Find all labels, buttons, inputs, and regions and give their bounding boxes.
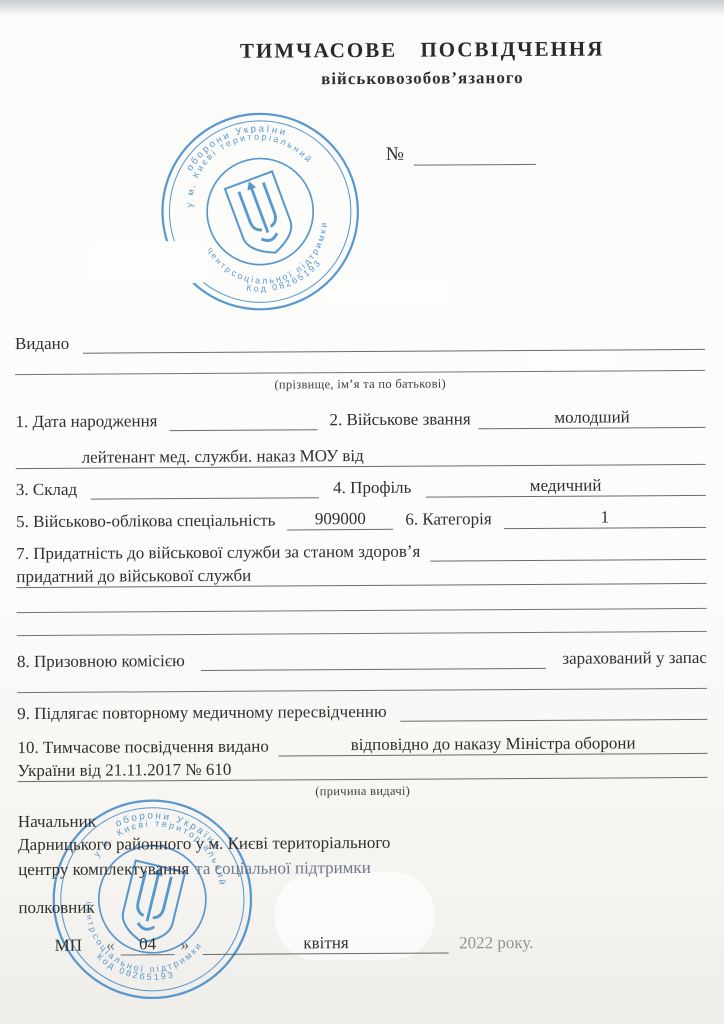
field-4-label: 4. Профіль bbox=[333, 478, 412, 498]
signer-org-row-2 bbox=[18, 856, 708, 880]
blank-line bbox=[17, 670, 707, 693]
field-8-row bbox=[17, 644, 707, 672]
signer-rank-row bbox=[18, 894, 708, 918]
field-10-value-continued: України від 21.11.2017 № 610 bbox=[18, 757, 708, 782]
document-subtitle: військовозобов’язаного bbox=[321, 68, 524, 89]
field-9-label: 9. Підлягає повторному медичному пересвідченню bbox=[17, 702, 387, 724]
field-6-label: 6. Категорія bbox=[405, 509, 492, 530]
quote-open: « bbox=[105, 935, 115, 956]
field-1-2-row bbox=[15, 404, 705, 432]
field-7-value: придатний до військової служби bbox=[16, 563, 706, 588]
signer-title-row bbox=[18, 808, 708, 832]
seal-mark-label: МП bbox=[54, 936, 83, 956]
field-2-value: молодший bbox=[479, 407, 706, 429]
field-10-continued-row bbox=[17, 754, 707, 782]
seal-date-row bbox=[55, 928, 709, 956]
date-day-value: 04 bbox=[120, 935, 174, 956]
field-5-6-row bbox=[16, 504, 706, 532]
field-3-blank-line bbox=[91, 497, 319, 499]
field-10-value: відповідно до наказу Міністра оборони bbox=[279, 733, 708, 756]
field-2-continued-row bbox=[16, 440, 706, 469]
field-9-blank-line bbox=[401, 719, 708, 722]
document-title: ТИМЧАСОВЕ ПОСВІДЧЕННЯ bbox=[239, 36, 605, 63]
field-4-value: медичний bbox=[425, 475, 706, 497]
signer-org-line2b: та соціальної підтримки bbox=[195, 858, 371, 879]
field-8-label: 8. Призовною комісією bbox=[16, 651, 185, 672]
whiteout-patch bbox=[327, 275, 449, 308]
issued-label: Видано bbox=[14, 334, 70, 354]
field-1-label: 1. Дата народження bbox=[15, 411, 158, 432]
reason-caption: (причина видачі) bbox=[315, 783, 411, 799]
signer-rank: полковник bbox=[18, 898, 95, 918]
field-9-row bbox=[17, 696, 707, 724]
field-3-label: 3. Склад bbox=[15, 480, 78, 500]
date-month-value: квітня bbox=[203, 933, 449, 955]
name-caption: (прізвище, ім’я та по батькові) bbox=[274, 376, 447, 392]
field-5-label: 5. Військово-облікова спеціальність bbox=[15, 510, 276, 532]
field-10-label: 10. Тимчасове посвідчення видано bbox=[17, 737, 269, 758]
quote-close: » bbox=[180, 935, 190, 955]
date-year-text: 2022 року. bbox=[458, 933, 534, 953]
signer-org-line2a: центру комплектування bbox=[18, 859, 190, 880]
signer-org-line1: Дарницького районного у м. Києві територіального bbox=[17, 833, 391, 855]
whiteout-patch bbox=[88, 241, 208, 284]
number-label: № bbox=[385, 143, 405, 165]
field-1-blank-line bbox=[170, 429, 318, 431]
field-2-value-continued: лейтенант мед. служби. наказ МОУ від bbox=[16, 444, 706, 469]
field-2-label: 2. Військове звання bbox=[329, 409, 471, 430]
name-blank-line bbox=[15, 348, 705, 375]
signer-title: Начальник bbox=[17, 812, 97, 832]
field-5-value: 909000 bbox=[287, 509, 393, 530]
number-blank-line bbox=[414, 164, 536, 166]
field-7-label: 7. Придатність до військової служби за станом здоров’я bbox=[16, 542, 421, 564]
field-6-value: 1 bbox=[504, 507, 706, 529]
number-row bbox=[386, 139, 536, 166]
field-8-suffix: зарахований у запас bbox=[562, 648, 707, 669]
field-7-value-row bbox=[16, 560, 706, 588]
blank-line bbox=[17, 614, 707, 636]
field-3-4-row bbox=[16, 472, 706, 500]
blank-line bbox=[16, 590, 706, 613]
signer-org-row-1 bbox=[18, 831, 708, 855]
